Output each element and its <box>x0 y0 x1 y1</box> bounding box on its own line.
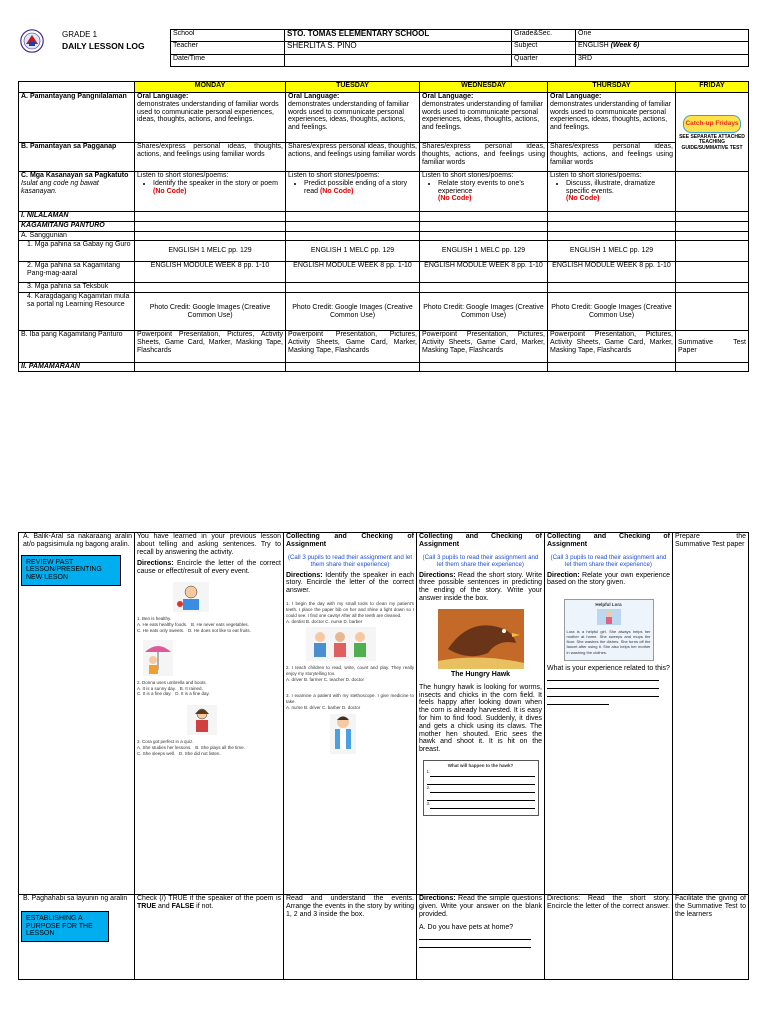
row-c-tuesday: Listen to short stories/poems: • Predict possible ending of a story read (No Code) <box>286 172 420 212</box>
row-b-tuesday: Shares/express personal ideas, thoughts, actions, and feelings using familiar words <box>286 143 420 172</box>
helpful-lora-card: Helpful Lora Lora is a helpful girl. She always helps her mother at home. She sweeps and mops the floor. She washes the dishes. She turns off the faucet after using it. She also helps her mother in washing the clothes. <box>564 599 654 661</box>
row-c-friday <box>676 172 749 212</box>
ref-1-thursday: ENGLISH 1 MELC pp. 129 <box>548 241 676 262</box>
day-tuesday: TUESDAY <box>286 82 420 93</box>
review-wednesday: Collecting and Checking of Assignment (Call 3 pupils to read their assignment and let them share their experience) Directions: Read the short story. Write three possible sentences in predicting the ending of the story. Write your answer inside the box. The Hungry Hawk The hungry hawk is looking for worms, insects and chicks in the corn field. It feels happy after looking down when the corn is already harvested. It is easy for him to find food. Suddenly, it dives and gets a chick using its claws. The mother hen shouted. Eric sees the hawk and shoot it. It is hit on the breast. What will happen to the hawk? 1. 2. 3. <box>417 533 545 895</box>
day-monday: MONDAY <box>135 82 286 93</box>
ref-1-tuesday: ENGLISH 1 MELC pp. 129 <box>286 241 420 262</box>
children-reading-illustration <box>306 627 376 661</box>
mon-item-2: 2. Donna uses umbrella and boots. A. It is a sunny day. B. It rained. C. It is a fine day. D. It is a fine day. <box>137 679 210 697</box>
iba-friday: Summative Test Paper <box>676 331 749 363</box>
purpose-label: B. Paghahabi sa layunin ng aralin <box>23 895 128 902</box>
subject-value: ENGLISH (Week 6) <box>576 42 749 54</box>
kagamitan-label: KAGAMITANG PANTURO <box>19 222 135 232</box>
header-table <box>170 29 749 67</box>
tue-item-1: 1. I begin the day with my small tools to clean my patient's teeth. I place the paper bib on her and shine a light down so I could see. I find one cavity! After all the teeth are cleaned. A. dentist B. doctor C. nurse D. barber <box>286 601 414 624</box>
teacher-value: SHERLITA S. PINO <box>285 42 512 54</box>
hungry-hawk-story: The hungry hawk is looking for worms, insects and chicks in the corn field. It feels happy after looking down when the corn is already harvested. It is easy for him to find food. Suddenly, it dives and gets a chick using its claws. The mother hen shouted. Eric sees the hawk and shoot it. It is hit on the breast. <box>419 683 542 754</box>
day-wednesday: WEDNESDAY <box>420 82 548 93</box>
tue-item-3: 3. I examine a patient with my stethoscope. I give medicine to take. A. nurse B. driver C. barber D. doctor <box>286 692 414 710</box>
review-label: A. Balik-Aral sa nakaraang aralin at/o pagsisimula ng bagong aralin. <box>23 533 132 548</box>
lesson-table-page2 <box>18 532 749 980</box>
ref-4-label: 4. Karagdagang Kagamitan mula sa portal ng Learning Resource <box>19 293 135 331</box>
iba-wednesday: Powerpoint Presentation, Pictures, Activity Sheets, Game Card, Marker, Masking Tape, Flashcards <box>420 331 548 363</box>
iba-monday: Powerpoint Presentation, Pictures, Activity Sheets, Game Card, Marker, Masking Tape, Flashcards <box>135 331 286 363</box>
hungry-hawk-title: The Hungry Hawk <box>450 670 511 678</box>
mon-item-3: 3. Cora got perfect in a quiz. A. She studies her lessons. B. She plays all the time. C. She sleeps well. D. She did not listen. <box>137 739 245 756</box>
quarter-label: Quarter <box>512 54 576 66</box>
teacher-label: Teacher <box>171 42 285 54</box>
ref-2-label: 2. Mga pahina sa Kagamitang Pang-mag-aaral <box>19 262 135 283</box>
row-c-label: C. Mga Kasanayan sa Pagkatuto Isulat ang code ng bawat kasanayan. <box>19 172 135 212</box>
purpose-monday: Check (/) TRUE if the speaker of the poem is TRUE and FALSE if not. <box>135 895 284 980</box>
ref-1-label: 1. Mga pahina sa Gabay ng Guro <box>19 241 135 262</box>
day-friday: FRIDAY <box>676 82 749 93</box>
gradesec-label: Grade&Sec. <box>512 30 576 42</box>
sanggunian-label: A. Sanggunian <box>19 232 135 241</box>
row-b-monday: Shares/express personal ideas, thoughts, actions, and feelings using familiar words <box>135 143 286 172</box>
ref-4-monday: Photo Credit: Google Images (Creative Common Use) <box>135 293 286 331</box>
deped-seal <box>20 29 44 53</box>
gradesec-value: One <box>576 30 749 42</box>
ref-4-thursday: Photo Credit: Google Images (Creative Common Use) <box>548 293 676 331</box>
school-label: School <box>171 30 285 42</box>
row-b-label: B. Pamantayan sa Pagganap <box>19 143 135 172</box>
school-value: STO. TOMAS ELEMENTARY SCHOOL <box>285 30 512 42</box>
row-b-thursday: Shares/express personal ideas, thoughts, actions, and feelings using familiar words <box>548 143 676 172</box>
hungry-hawk-illustration <box>438 609 524 669</box>
purpose-wednesday: Directions: Read the simple questions given. Write your answer on the blank provided. A. Do you have pets at home? <box>417 895 545 980</box>
mon-item-1: 1. Ben is healthy. A. He eats healthy foods. B. He never eats vegetables. C. He eats only sweets. D. He does not like to eat fruits. <box>137 616 251 633</box>
ref-3-label: 3. Mga pahina sa Teksbuk <box>19 283 135 293</box>
quarter-value: 3RD <box>576 54 749 66</box>
iba-label: B. Iba pang Kagamitang Panturo <box>19 331 135 363</box>
ref-1-monday: ENGLISH 1 MELC pp. 129 <box>135 241 286 262</box>
purpose-friday: Facilitate the giving of the Summative Test to the learners <box>673 895 749 980</box>
corner-cell <box>19 82 135 93</box>
row-c-wednesday: Listen to short stories/poems: • Relate story events to one's experience (No Code) <box>420 172 548 212</box>
iba-tuesday: Powerpoint Presentation, Pictures, Activity Sheets, Game Card, Marker, Masking Tape, Flashcards <box>286 331 420 363</box>
ref-2-monday: ENGLISH MODULE WEEK 8 pp. 1-10 <box>135 262 286 283</box>
row-c-thursday: Listen to short stories/poems: • Discuss, illustrate, dramatize specific events. (No Code) <box>548 172 676 212</box>
grade-label: GRADE 1 <box>62 30 98 39</box>
review-friday: Prepare the Summative Test paper <box>673 533 749 895</box>
boy-eating-illustration <box>173 582 209 612</box>
ref-4-tuesday: Photo Credit: Google Images (Creative Common Use) <box>286 293 420 331</box>
row-a-monday: Oral Language: demonstrates understanding of familiar words used to communicate personal experiences, ideas, thoughts, actions, and feelings. <box>135 93 286 143</box>
review-tuesday: Collecting and Checking of Assignment (Call 3 pupils to read their assignment and let them share their experience) Directions: Identify the speaker in each story. Encircle the letter of the correct answer. 1. I begin the day with my small tools to clean my patient's teeth. I place the paper bib on her and shine a light down so I could see. I find one cavity! After all the teeth are cleaned. A. dentist B. doctor C. nurse D. barber 2. I teach children to read, write, count and play. They really enjoy my storytelling too. A. driver B. farmer C. teacher D. doctor 3. I examine a patient with my stethoscope. I give medicine to take. A. nurse B. driver C. barber D. doctor <box>284 533 417 895</box>
iba-thursday: Powerpoint Presentation, Pictures, Activity Sheets, Game Card, Marker, Masking Tape, Flashcards <box>548 331 676 363</box>
review-label-cell <box>19 533 135 895</box>
review-thursday: Collecting and Checking of Assignment (Call 3 pupils to read their assignment and let them share their experience) Direction: Relate your own experience based on the story given. Helpful Lora Lora is a helpful girl. She always helps her mother at home. She sweeps and mops the floor. She washes the dishes. She turns off the faucet after using it. She also helps her mother in washing the clothes. What is your experience related to this? <box>545 533 673 895</box>
girl-reading-illustration <box>187 705 217 735</box>
row-b-wednesday: Shares/express personal ideas, thoughts, actions, and feelings using familiar words <box>420 143 548 172</box>
purpose-thursday: Directions: Read the short story. Encircle the letter of the correct answer. <box>545 895 673 980</box>
establishing-purpose-box: ESTABLISHING A PURPOSE FOR THE LESSON <box>21 911 109 942</box>
daily-lesson-log-title: DAILY LESSON LOG <box>62 41 145 51</box>
subject-label: Subject <box>512 42 576 54</box>
datetime-value <box>285 54 512 66</box>
ref-4-wednesday: Photo Credit: Google Images (Creative Common Use) <box>420 293 548 331</box>
purpose-tuesday: Read and understand the events. Arrange the events in the story by writing 1, 2 and 3 inside the box. <box>284 895 417 980</box>
purpose-label-cell <box>19 895 135 980</box>
row-a-tuesday: Oral Language: demonstrates understanding of familiar words used to communicate personal experiences, ideas, thoughts, actions, and feelings. <box>286 93 420 143</box>
friday-note: SEE SEPARATE ATTACHED TEACHING GUIDE/SUMMATIVE TEST <box>679 133 745 151</box>
doctor-illustration <box>330 714 356 754</box>
row-a-wednesday: Oral Language: demonstrates understanding of familiar words used to communicate personal experiences, ideas, thoughts, actions, and feelings. <box>420 93 548 143</box>
row-a-friday <box>676 93 749 172</box>
pamamaraan-label: II. PAMAMARAAN <box>19 363 135 372</box>
row-a-thursday: Oral Language: demonstrates understanding of familiar words used to communicate personal experiences, ideas, thoughts, actions, and feelings. <box>548 93 676 143</box>
datetime-label: Date/Time <box>171 54 285 66</box>
nilalaman-label: I. NILALAMAN <box>19 212 135 222</box>
ref-2-thursday: ENGLISH MODULE WEEK 8 pp. 1-10 <box>548 262 676 283</box>
ref-2-tuesday: ENGLISH MODULE WEEK 8 pp. 1-10 <box>286 262 420 283</box>
ref-1-wednesday: ENGLISH 1 MELC pp. 129 <box>420 241 548 262</box>
thursday-question: What is your experience related to this? <box>547 665 670 673</box>
lesson-table-page1 <box>18 81 749 372</box>
girl-umbrella-illustration <box>143 640 173 676</box>
review-past-lesson-box: REVIEW PAST LESSON/PRESENTING NEW LESON <box>21 555 121 586</box>
tue-item-2: 2. I teach children to read, write, count and play. They really enjoy my storytelling too. A. driver B. farmer C. teacher D. doctor <box>286 665 414 683</box>
day-thursday: THURSDAY <box>548 82 676 93</box>
hawk-answer-box: What will happen to the hawk? 1. 2. 3. <box>423 760 539 816</box>
ref-2-wednesday: ENGLISH MODULE WEEK 8 pp. 1-10 <box>420 262 548 283</box>
catch-up-fridays-logo: Catch-up Fridays <box>683 115 741 133</box>
review-monday: You have learned in your previous lesson about telling and asking sentences. Try to recall by answering the activity. Directions: Encircle the letter of the correct cause or effect/result of every event. 1. Ben is healthy. A. He eats healthy foods. B. He never eats vegetables. C. He eats only sweets. D. He does not like to eat fruits. 2. Donna uses umbrella and boots. A. It is a sunny day. B. It rained. C. It is a fine day. D. It is a fine day. 3. Cora got perfect in a quiz. A. She studies her lessons. B. She plays all the time. C. She sleeps well. D. She did not listen. <box>135 533 284 895</box>
row-c-monday: Listen to short stories/poems: • Identify the speaker in the story or poem (No Code) <box>135 172 286 212</box>
row-a-label: A. Pamantayang Pangnilalaman <box>19 93 135 143</box>
